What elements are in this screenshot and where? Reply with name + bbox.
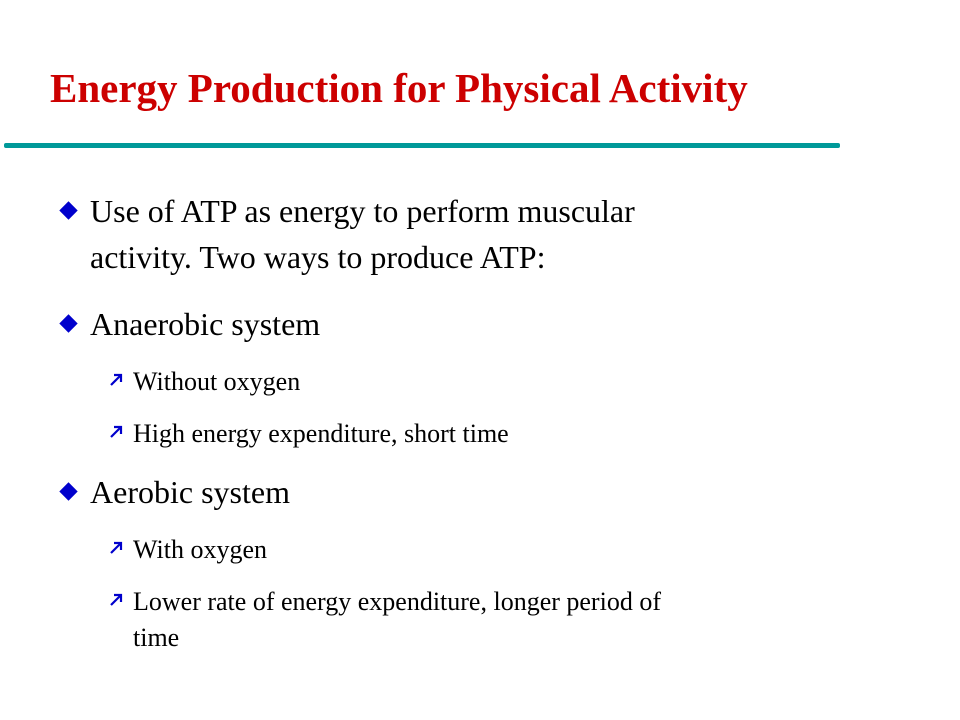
- bullet-line: Anaerobic system: [90, 306, 321, 342]
- bullet-line: Aerobic system: [90, 474, 290, 510]
- sub-bullet-text: [133, 584, 661, 656]
- slide-title: Energy Production for Physical Activity: [50, 65, 748, 111]
- sub-bullet-text: High energy expenditure, short time: [133, 419, 509, 448]
- sub-bullet-line: Lower rate of energy expenditure, longer period of: [133, 587, 661, 616]
- sub-bullet-text: Without oxygen: [133, 367, 301, 396]
- diamond-bullet-icon: [59, 482, 77, 500]
- diamond-bullet-icon: [59, 314, 77, 332]
- title-divider: [4, 143, 840, 148]
- bullet-line: Use of ATP as energy to perform muscular: [90, 193, 635, 229]
- sub-bullet-text: With oxygen: [133, 535, 267, 564]
- arrow-bullet-icon: [108, 540, 124, 556]
- diamond-bullet-icon: [59, 201, 77, 219]
- sub-bullet-line: time: [133, 623, 180, 652]
- arrow-bullet-icon: [108, 592, 124, 608]
- arrow-bullet-icon: [108, 424, 124, 440]
- bullet-text: [90, 301, 320, 347]
- bullet-line: activity. Two ways to produce ATP:: [90, 239, 546, 275]
- bullet-text: [90, 469, 290, 515]
- bullet-text: [90, 188, 635, 280]
- arrow-bullet-icon: [108, 372, 124, 388]
